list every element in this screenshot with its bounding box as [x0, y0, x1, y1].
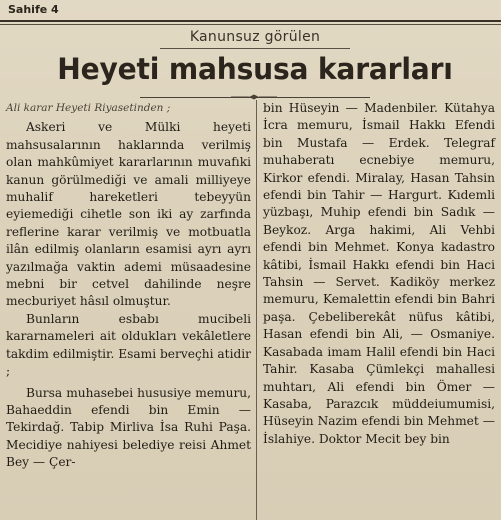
article-subhead: Ali karar Heyeti Riyasetinden ; — [6, 102, 171, 114]
top-rule — [0, 20, 501, 22]
article-column-left — [6, 100, 251, 472]
top-rule-thin — [0, 24, 501, 25]
column-divider — [256, 100, 257, 520]
article-paragraph: Askeri ve Mülki heyeti mahsusalarının haklarında verilmiş olan mahkûmiyet kararlarının muvafıki kanun görülmediği ve amali milliyeye muhalif hareketleri tebeyyün eyiemediği cihetle son iki ay zarfında reflerine karar verilmiş ve motbuatla ilân edilmiş olanların esamisi ayrı ayrı yazılmağa vaktin ademi müsaadesine mebni bir cetvel dahilinde neşre mecburiyet hâsıl olmuştur. — [6, 120, 251, 309]
article-paragraph: Bunların esbabı mucibeli kararnameleri ait oldukları vekâletlere takdim edilmiştir. Esami berveçhi atidir ; — [6, 311, 251, 379]
article-headline: Heyeti mahsusa kararları — [57, 52, 453, 86]
kicker-rule — [160, 48, 350, 49]
article-column-right — [263, 100, 495, 448]
article-paragraph: bin Hüseyin — Madenbiler. Kütahya İcra memuru, İsmail Hakkı Efendi bin Mustafa — Erdek. Telegraf muhaberatı ecnebiye memuru, Kirkor efendi. Miralay, Hasan Tahsin efendi bin Tahir — Hargurt. Kıdemli yüzbaşı, Muhip efendi bin Sadık — Beykoz. Arga hakimi, Ali Vehbi efendi bin Mehmet. Konya kadastro kâtibi, İsmail Hakkı efendi bin Haci Tahsin — Servet. Kadiköy merkez memuru, Kemalettin efendi bin Bahri paşa. Çebeliberekât nüfus kâtibi, Hasan efendi bin Ali, — Osmaniye. Kasabada imam Halil efendi bin Haci Tahir. Kasaba Çümlekçi mahallesi muhtarı, Ali efendi bin Ömer — Kasaba, Parazcık müddeiumumisi, Hüseyin Nazim efendi bin Mehmet — İslahiye. Doktor Mecit bey bin — [263, 101, 495, 446]
article-kicker: Kanunsuz görülen — [189, 29, 321, 45]
article-paragraph: Bursa muhasebei hususiye memuru, Bahaeddin efendi bin Emin — Tekirdağ. Tabip Mirliva İsa Ruhi Paşa. Mecidiye nahiyesi belediye reisi Ahmet Bey — Çer- — [6, 385, 251, 470]
page-number-label: Sahife 4 — [8, 3, 59, 16]
